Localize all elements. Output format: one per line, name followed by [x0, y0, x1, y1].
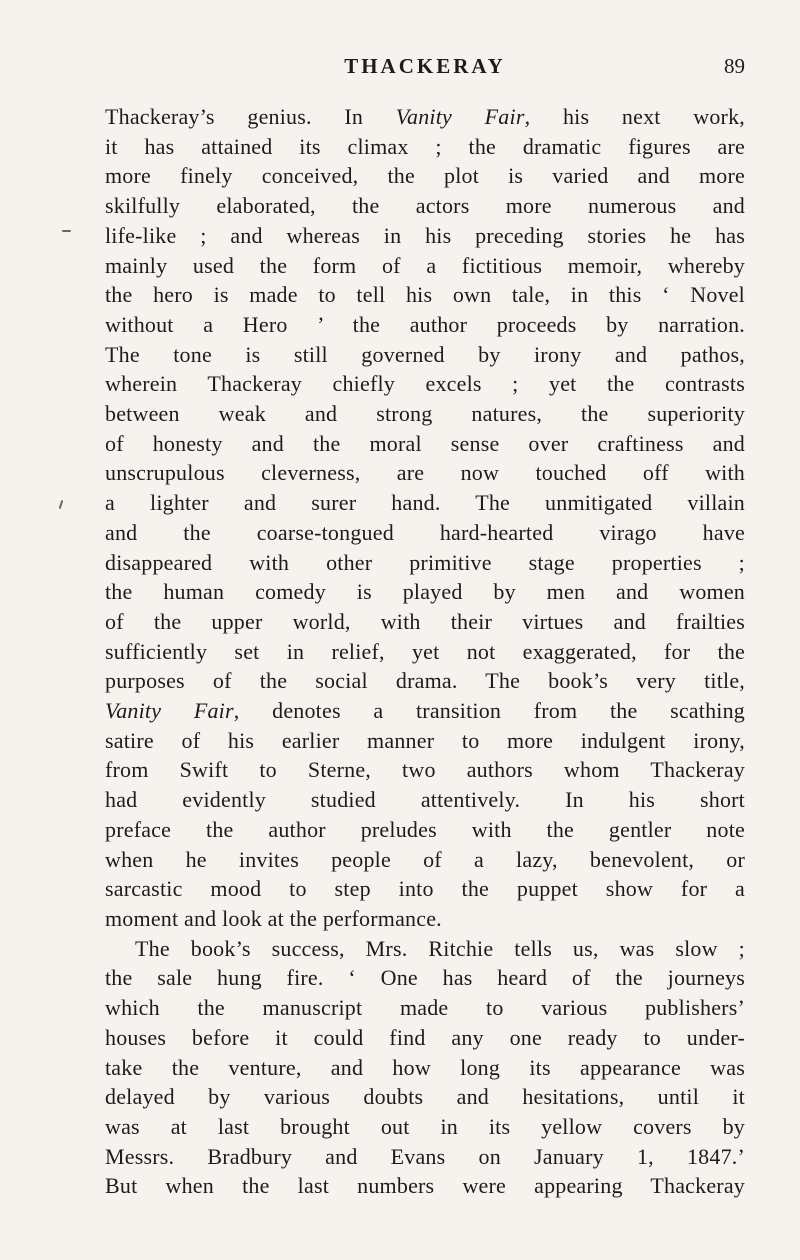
text-line: [105, 310, 745, 340]
italic-text: Vanity Fair: [395, 104, 525, 129]
text-line: [105, 1112, 745, 1142]
text-segment: the hero is made to tell his own tale, in this ‘ Novel: [105, 282, 745, 308]
paragraph: [105, 934, 745, 1201]
text-line: [105, 1053, 745, 1083]
text-line: [105, 963, 745, 993]
text-segment: delayed by various doubts and hesitations, until it: [105, 1084, 745, 1110]
italic-text: Vanity Fair: [105, 698, 234, 724]
text-segment: satire of his earlier manner to more indulgent irony,: [105, 727, 745, 753]
text-line: [105, 548, 745, 578]
text-segment: Thackeray’s genius. In: [105, 104, 396, 129]
scan-artifact-dash: [62, 230, 71, 232]
text-line: [105, 488, 745, 518]
text-segment: of honesty and the moral sense over craftiness and: [105, 430, 745, 456]
text-segment: , his next work,: [524, 104, 745, 129]
text-line: [105, 399, 745, 429]
text-segment: But when the last numbers were appearing Thackeray: [105, 1173, 745, 1199]
text-segment: and the coarse-tongued hard-hearted virago have: [105, 519, 745, 545]
text-line: [105, 785, 745, 815]
text-segment: houses before it could find any one ready to under-: [105, 1024, 745, 1050]
text-segment: more finely conceived, the plot is varied and more: [105, 163, 745, 189]
text-line: [105, 221, 745, 251]
text-segment: The book’s success, Mrs. Ritchie tells us, was slow ;: [135, 935, 745, 961]
text-line: [105, 815, 745, 845]
text-segment: was at last brought out in its yellow covers by: [105, 1113, 745, 1139]
scan-artifact-tick: [59, 500, 64, 509]
text-line: [105, 132, 745, 162]
text-line: [105, 1082, 745, 1112]
text-segment: from Swift to Sterne, two authors whom Thackeray: [105, 757, 745, 783]
text-segment: which the manuscript made to various publishers’: [105, 995, 745, 1021]
text-segment: the human comedy is played by men and women: [105, 579, 745, 605]
text-segment: The tone is still governed by irony and pathos,: [105, 341, 745, 367]
text-segment: disappeared with other primitive stage properties ;: [105, 549, 745, 575]
page-text: [105, 102, 745, 1201]
running-header: [105, 54, 745, 84]
text-segment: moment and look at the performance.: [105, 905, 442, 931]
text-segment: without a Hero ’ the author proceeds by narration.: [105, 311, 745, 337]
text-line: [105, 369, 745, 399]
header-title: THACKERAY: [344, 54, 506, 78]
text-line: [105, 1023, 745, 1053]
text-line: [105, 755, 745, 785]
text-segment: purposes of the social drama. The book’s very title,: [105, 668, 745, 694]
text-segment: when he invites people of a lazy, benevolent, or: [105, 846, 745, 872]
text-line: [105, 637, 745, 667]
text-segment: of the upper world, with their virtues and frailties: [105, 608, 745, 634]
text-line: [105, 666, 745, 696]
page-number: 89: [724, 54, 745, 78]
text-line: [105, 280, 745, 310]
text-line: [105, 696, 745, 726]
text-line: [105, 161, 745, 191]
text-line: [105, 191, 745, 221]
text-segment: it has attained its climax ; the dramatic figures are: [105, 133, 745, 159]
text-segment: sufficiently set in relief, yet not exaggerated, for the: [105, 638, 745, 664]
text-segment: a lighter and surer hand. The unmitigated villain: [105, 490, 745, 516]
text-line: [105, 577, 745, 607]
text-segment: the sale hung fire. ‘ One has heard of the journeys: [105, 965, 745, 991]
text-segment: between weak and strong natures, the superiority: [105, 401, 745, 427]
text-segment: life-like ; and whereas in his preceding stories he has: [105, 222, 745, 248]
text-segment: Messrs. Bradbury and Evans on January 1, 1847.’: [105, 1143, 745, 1169]
text-segment: mainly used the form of a fictitious memoir, whereby: [105, 252, 745, 278]
text-segment: preface the author preludes with the gentler note: [105, 816, 745, 842]
text-line: [105, 340, 745, 370]
paragraph: [105, 102, 745, 934]
text-line: [105, 251, 745, 281]
text-line: [105, 607, 745, 637]
text-segment: , denotes a transition from the scathing: [233, 698, 745, 724]
text-line: [105, 993, 745, 1023]
text-line: [105, 102, 745, 132]
text-segment: skilfully elaborated, the actors more numerous and: [105, 193, 745, 219]
text-line: [105, 845, 745, 875]
text-line: [105, 518, 745, 548]
text-line: [105, 458, 745, 488]
text-segment: unscrupulous cleverness, are now touched off with: [105, 460, 745, 486]
text-line: [105, 429, 745, 459]
text-line: [105, 904, 745, 934]
text-line: [105, 934, 745, 964]
text-line: [105, 1142, 745, 1172]
text-segment: sarcastic mood to step into the puppet show for a: [105, 876, 745, 902]
text-segment: take the venture, and how long its appearance was: [105, 1054, 745, 1080]
text-line: [105, 1171, 745, 1201]
text-segment: had evidently studied attentively. In his short: [105, 787, 745, 813]
text-line: [105, 874, 745, 904]
text-segment: wherein Thackeray chiefly excels ; yet the contrasts: [105, 371, 745, 397]
text-line: [105, 726, 745, 756]
